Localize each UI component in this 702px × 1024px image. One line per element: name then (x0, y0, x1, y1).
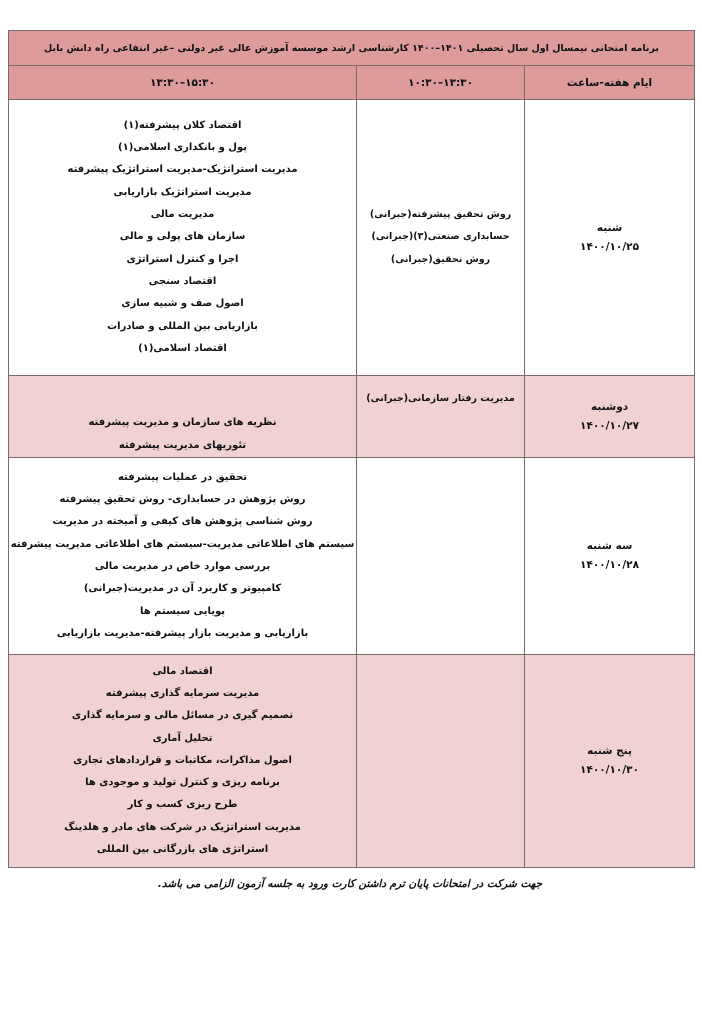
course-item: طرح ریزی کسب و کار (127, 799, 238, 811)
course-item: روش پژوهش در حسابداری- روش تحقیق پیشرفته (59, 494, 306, 506)
course-item: روش تحقیق(جبرانی) (390, 253, 491, 265)
day-cell (525, 655, 695, 868)
table-row (9, 100, 695, 376)
day-name: شنبه (596, 221, 623, 234)
course-item: بررسی موارد خاص در مدیریت مالی (94, 561, 271, 572)
exam-date: ۱۴۰۰/۱۰/۳۰ (580, 764, 639, 776)
course-item: مدیریت استراتژیک بازاریابی (113, 186, 252, 198)
table-row (9, 655, 695, 868)
exam-date: ۱۴۰۰/۱۰/۲۸ (580, 559, 639, 571)
course-item: بازاریابی و مدیریت بازار پیشرفته-مدیریت بازاریابی (56, 627, 309, 639)
day-cell (525, 376, 695, 458)
table-row (9, 376, 695, 458)
course-item: استراتژی های بازرگانی بین المللی (96, 844, 269, 856)
slot1-cell (357, 458, 525, 655)
slot2-cell (9, 458, 357, 655)
course-item: حسابداری صنعتی(۳)(جبرانی) (371, 231, 510, 243)
schedule-title: برنامه امتحانی نیمسال اول سال تحصیلی ۱۴۰۱–۱۴۰۰ کارشناسی ارشد موسسه آموزش عالی غیر دولتی –غیر انتفاعی راه دانش بابل (9, 31, 695, 66)
day-name: پنج شنبه (587, 745, 632, 757)
course-item: مدیریت رفتار سازمانی(جبرانی) (366, 393, 515, 404)
exam-date: ۱۴۰۰/۱۰/۲۵ (580, 240, 639, 253)
slot1-cell (357, 100, 525, 376)
exam-schedule (8, 30, 694, 868)
course-item: سیستم های اطلاعاتی مدیریت-سیستم های اطلاعاتی مدیریت پیشرفته (10, 538, 355, 550)
course-item: مدیریت مالی (150, 209, 215, 221)
title-row (9, 31, 695, 66)
course-item: مدیریت سرمایه گذاری پیشرفته (105, 687, 260, 699)
day-cell (525, 458, 695, 655)
course-item: اصول صف و شبیه سازی (121, 298, 244, 310)
table-row (9, 458, 695, 655)
course-item: اقتصاد سنجی (148, 275, 217, 287)
course-item: تصمیم گیری در مسائل مالی و سرمایه گذاری (71, 710, 294, 722)
header-day-time: ایام هفته-ساعت (525, 66, 695, 100)
course-item: تئوریهای مدیریت پیشرفته (118, 439, 247, 451)
day-cell (525, 100, 695, 376)
header-slot-1: ۱۳:۳۰–۱۰:۳۰ (357, 66, 525, 100)
course-item: اجرا و کنترل استراتژی (126, 253, 239, 265)
course-item: پویایی سیستم ها (139, 605, 226, 617)
course-item: اقتصاد مالی (152, 665, 213, 677)
footer-note: جهت شرکت در امتحانات پایان ترم داشتن کارت ورود به جلسه آزمون الزامی می باشد. (157, 878, 543, 890)
course-item: روش شناسی پژوهش های کیفی و آمیخته در مدیریت (52, 516, 313, 528)
slot2-cell (9, 100, 357, 376)
exam-date: ۱۴۰۰/۱۰/۲۷ (580, 419, 639, 432)
day-name: دوشنبه (590, 400, 629, 413)
course-item: اقتصاد کلان پیشرفته(۱) (123, 119, 242, 131)
course-item: تحقیق در عملیات پیشرفته (118, 471, 248, 483)
course-item: نظریه های سازمان و مدیریت پیشرفته (88, 417, 277, 429)
course-item: پول و بانکداری اسلامی(۱) (118, 142, 248, 154)
day-name: سه شنبه (586, 540, 633, 552)
course-item: سازمان های پولی و مالی (119, 231, 246, 243)
course-item: تحلیل آماری (152, 732, 213, 744)
schedule-table (8, 30, 695, 868)
course-item: اقتصاد اسلامی(۱) (138, 342, 227, 354)
course-item: کامپیوتر و کاربرد آن در مدیریت(جبرانی) (83, 583, 282, 595)
course-item: مدیریت استراتژیک در شرکت های مادر و هلدینگ (64, 821, 301, 833)
course-item: بازاریابی بین المللی و صادرات (107, 320, 258, 332)
slot1-cell (357, 655, 525, 868)
header-slot-2: ۱۵:۳۰–۱۳:۳۰ (9, 66, 357, 100)
slot2-cell (9, 655, 357, 868)
course-item: روش تحقیق پیشرفته(جبرانی) (369, 208, 512, 220)
course-item: مدیریت استراتژیک-مدیریت استراتژیک پیشرفته (67, 164, 298, 176)
course-item: برنامه ریزی و کنترل تولید و موجودی ها (85, 777, 280, 789)
slot2-cell (9, 376, 357, 458)
course-item: اصول مذاکرات، مکاتبات و قراردادهای تجاری (73, 754, 292, 766)
slot1-cell (357, 376, 525, 458)
header-row (9, 66, 695, 100)
